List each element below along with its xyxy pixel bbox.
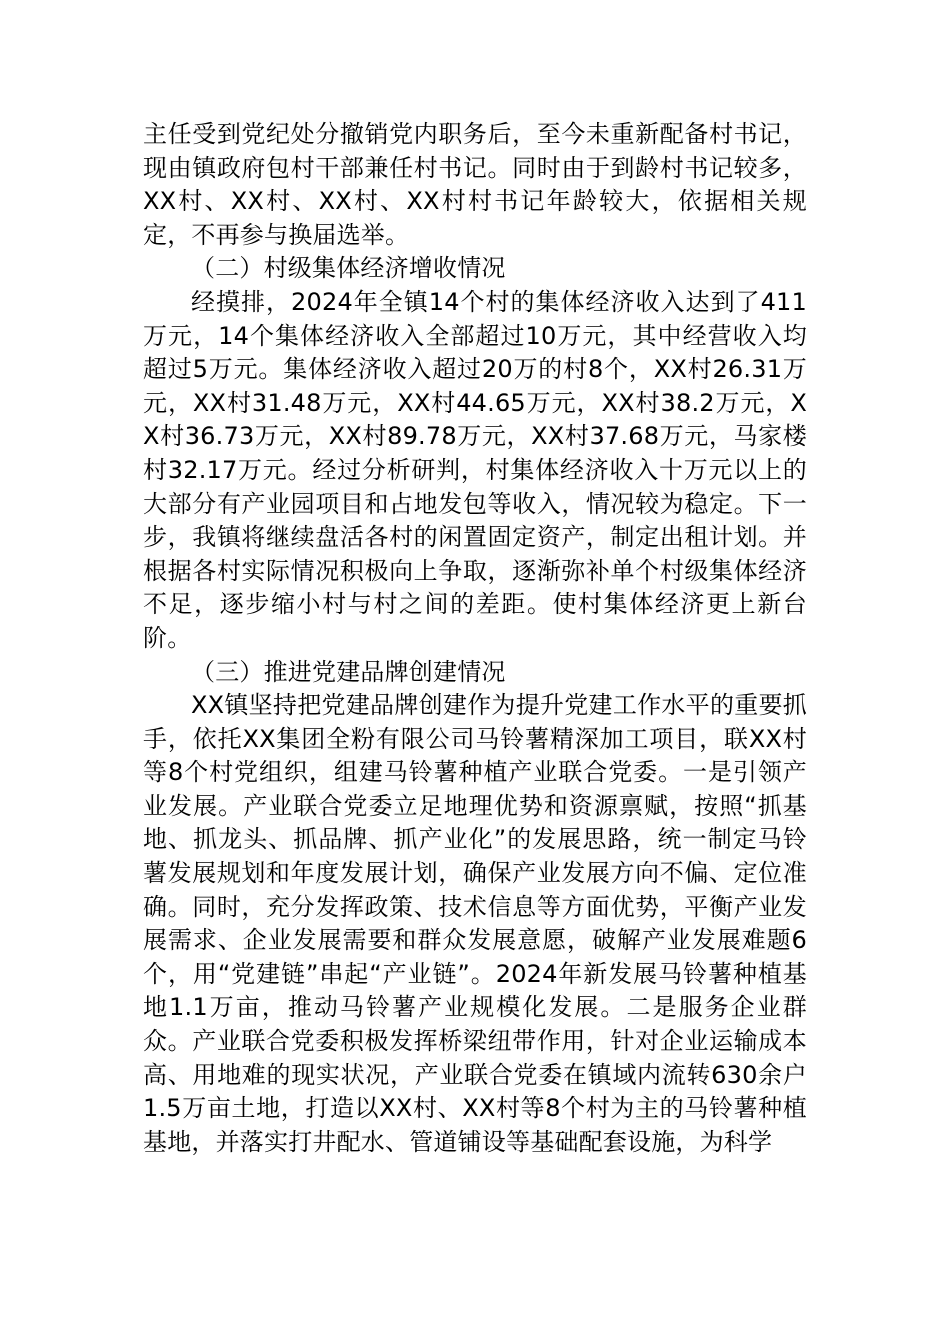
document-page	[143, 118, 807, 1159]
section-heading-party-brand: （三）推进党建品牌创建情况	[191, 657, 506, 686]
village-economy-paragraph: 经摸排，2024年全镇14个村的集体经济收入达到了411万元，14个集体经济收入全部超过10万元，其中经营收入均超过5万元。集体经济收入超过20万的村8个，XX村26.31万元，XX村31.48万元，XX村44.65万元，XX村38.2万元，XX村36.73万元，XX村89.78万元，XX村37.68万元，马家楼村32.17万元。经过分析研判，村集体经济收入十万元以上的大部分有产业园项目和占地发包等收入，情况较为稳定。下一步，我镇将继续盘活各村的闲置固定资产，制定出租计划。并根据各村实际情况积极向上争取，逐渐弥补单个村级集体经济不足，逐步缩小村与村之间的差距。使村集体经济更上新台阶。	[143, 287, 807, 652]
continued-paragraph: 主任受到党纪处分撤销党内职务后，至今未重新配备村书记，现由镇政府包村干部兼任村书记。同时由于到龄村书记较多，XX村、XX村、XX村、XX村村书记年龄较大，依据相关规定，不再参与换届选举。	[143, 120, 807, 249]
section-heading-village-economy: （二）村级集体经济增收情况	[191, 254, 506, 283]
party-brand-paragraph: XX镇坚持把党建品牌创建作为提升党建工作水平的重要抓手，依托XX集团全粉有限公司马铃薯精深加工项目，联XX村等8个村党组织，组建马铃薯种植产业联合党委。一是引领产业发展。产业联合党委立足地理优势和资源禀赋，按照“抓基地、抓龙头、抓品牌、抓产业化”的发展思路，统一制定马铃薯发展规划和年度发展计划，确保产业发展方向不偏、定位准确。同时，充分发挥政策、技术信息等方面优势，平衡产业发展需求、企业发展需要和群众发展意愿，破解产业发展难题6个，用“党建链”串起“产业链”。2024年新发展马铃薯种植基地1.1万亩，推动马铃薯产业规模化发展。二是服务企业群众。产业联合党委积极发挥桥梁纽带作用，针对企业运输成本高、用地难的现实状况，产业联合党委在镇域内流转630余户1.5万亩土地，打造以XX村、XX村等8个村为主的马铃薯种植基地，并落实打井配水、管道铺设等基础配套设施，为科学	[143, 691, 807, 1156]
